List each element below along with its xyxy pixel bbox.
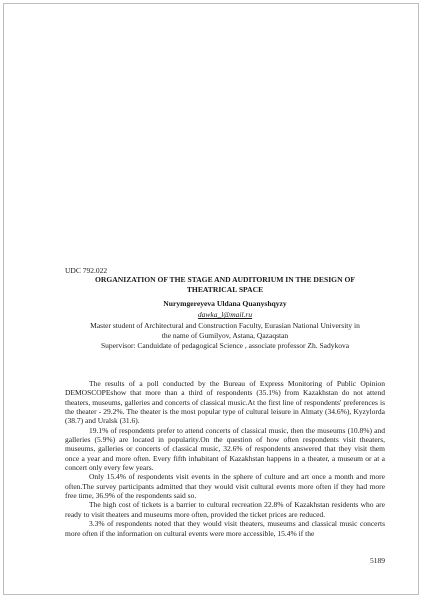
author-email-link[interactable]: dawka_l@mail.ru bbox=[197, 310, 253, 319]
author-name: Nurymgereyeva Uldana Quanyshqyzy bbox=[163, 299, 287, 308]
body-text bbox=[65, 379, 385, 538]
paragraph-1: The results of a poll conducted by the Bureau of Express Monitoring of Public Opinion DEMOSCOPEshow that more than a third of respondents (35.1%) from Kazakhstan do not attend theaters, museums, galleries and concerts of classical music.At the first line of respondents' preferences is the theater - 29.2%. The theater is the most popular type of cultural leisure in Almaty (34.6%), Kyzylorda (38.7) and Uralsk (31.6). bbox=[65, 379, 385, 426]
paragraph-5: 3.3% of respondents noted that they would visit theaters, museums and classical music concerts more often if the information on cultural events were more accessible, 15.4% if the bbox=[65, 519, 385, 538]
paragraph-2: 19.1% of respondents prefer to attend concerts of classical music, then the museums (10.8%) and galleries (5.9%) are located in popularity.On the question of how often respondents visit theaters, museums, galleries or concerts of classical music, 32.6% of respondents answered that they visit them once a year and more often. Every fifth inhabitant of Kazakhstan happens in a theater, a museum or at a concert only every few years. bbox=[65, 425, 385, 473]
udc-code: UDC 792.022 bbox=[65, 266, 108, 275]
title-line-2: THEATRICAL SPACE bbox=[186, 284, 264, 294]
affiliation-line-1: Master student of Architectural and Construction Faculty, Eurasian National University in bbox=[90, 321, 360, 330]
affiliation-line-2: the name of Gumilyov, Astana, Qazaqstan bbox=[161, 331, 289, 340]
supervisor-line: Supervisor: Canduidate of pedagogical Science , associate professor Zh. Sadykova bbox=[100, 341, 350, 350]
page-number: 5189 bbox=[370, 556, 385, 565]
paper-title bbox=[65, 275, 385, 294]
paragraph-4: The high cost of tickets is a barrier to cultural recreation 22.8% of Kazakhstan residents who are ready to visit theaters and museums more often, provided the ticket prices are reduced. bbox=[65, 500, 385, 519]
author-affiliation bbox=[65, 321, 385, 351]
paragraph-3: Only 15.4% of respondents visit events in the sphere of culture and art once a month and more often.The survey participants admitted that they would visit cultural events more often if they had more free time, 36.9% of the respondents said so. bbox=[65, 472, 385, 501]
title-line-1: ORGANIZATION OF THE STAGE AND AUDITORIUM IN THE DESIGN OF bbox=[95, 275, 355, 284]
